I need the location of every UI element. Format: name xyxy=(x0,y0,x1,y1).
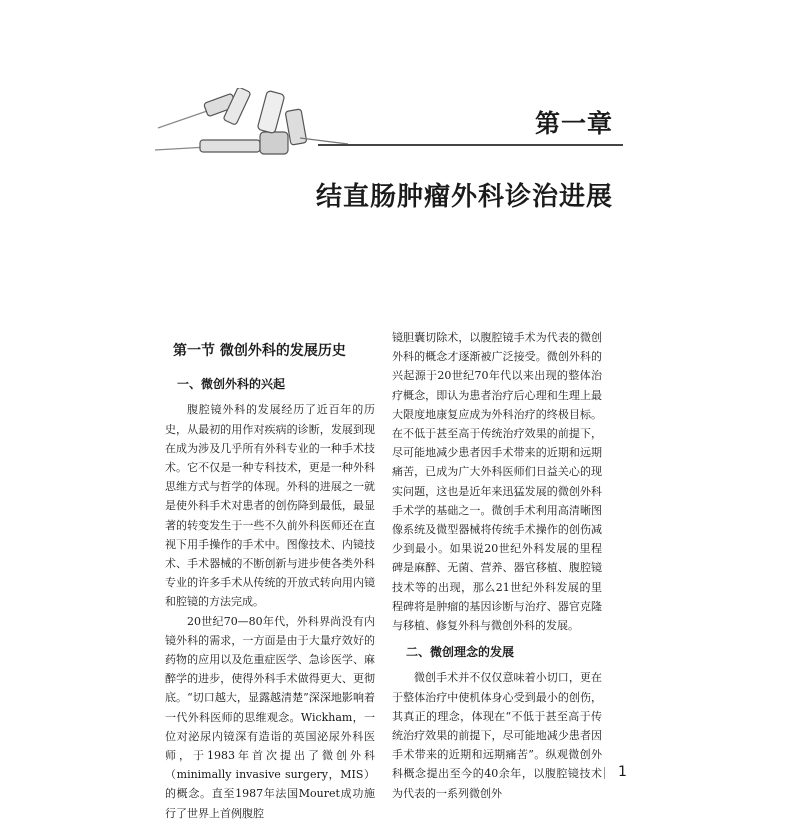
chapter-divider-line xyxy=(318,144,623,146)
page-number-divider xyxy=(604,767,605,779)
paragraph: 微创手术并不仅仅意味着小切口，更在于整体治疗中使机体身心受到最小的创伤，其真正的理念，体现在“不低于甚至高于传统治疗效果的前提下，尽可能地减少患者因手术带来的近期和远期痛苦”。纵观微创外科概念提出至今的40余年，以腹腔镜技术为代表的一系列微创外 xyxy=(392,671,602,800)
left-column xyxy=(165,332,375,823)
subsection-title-2: 二、微创理念的发展 xyxy=(406,645,515,660)
chapter-label: 第一章 xyxy=(534,109,613,138)
section-title: 第一节 微创外科的发展历史 xyxy=(173,343,346,359)
paragraph: 20世纪70—80年代，外科界尚没有内镜外科的需求，一方面是由于大量疗效好的药物的应用以及危重症医学、急诊医学、麻醉学的进步，使得外科手术做得更大、更彻底。“切口越大，显露越清楚”深深地影响着一代外科医师的思维观念。Wickham，一位对泌尿内镜深有造诣的英国泌尿外科医师，于1983年首次提出了微创外科（minimally invasive surgery，MIS）的概念。直至1987年法国Mouret成功施行了世界上首例腹腔 xyxy=(165,614,375,820)
surgical-instruments-illustration xyxy=(150,88,350,168)
chapter-title: 结直肠肿瘤外科诊治进展 xyxy=(315,182,613,212)
paragraph-continued: 镜胆囊切除术，以腹腔镜手术为代表的微创外科的概念才逐渐被广泛接受。微创外科的兴起源于20世纪70年代以来出现的整体治疗概念，即认为患者治疗后心理和生理上最大限度地康复应成为外科治疗的终极目标。在不低于甚至高于传统治疗效果的前提下，尽可能地减少患者因手术带来的近期和远期痛苦，已成为广大外科医师们日益关心的现实问题，这也是近年来迅猛发展的微创外科手术学的基础之一。微创手术利用高清晰图像系统及微型器械将传统手术操作的创伤减少到最小。如果说20世纪外科发展的里程碑是麻醉、无菌、营养、器官移植、腹腔镜技术等的出现，那么21世纪外科发展的里程碑将是肿瘤的基因诊断与治疗、器官克隆与移植、修复外科与微创外科的发展。 xyxy=(392,331,602,633)
subsection-title-1: 一、微创外科的兴起 xyxy=(177,377,286,392)
page-number: 1 xyxy=(618,764,627,780)
paragraph: 腹腔镜外科的发展经历了近百年的历史，从最初的用作对疾病的诊断，发展到现在成为涉及几乎所有外科专业的一种手术技术。它不仅是一种专科技术，更是一种外科思维方式与哲学的体现。外科的进展之一就是使外科手术对患者的创伤降到最低，最显著的转变发生于一些不久前外科医师还在直视下用手操作的手术中。图像技术、内镜技术、手术器械的不断创新与进步使各类外科专业的许多手术从传统的开放式转向用内镜和腔镜的方法完成。 xyxy=(165,403,375,609)
right-column xyxy=(392,328,602,803)
